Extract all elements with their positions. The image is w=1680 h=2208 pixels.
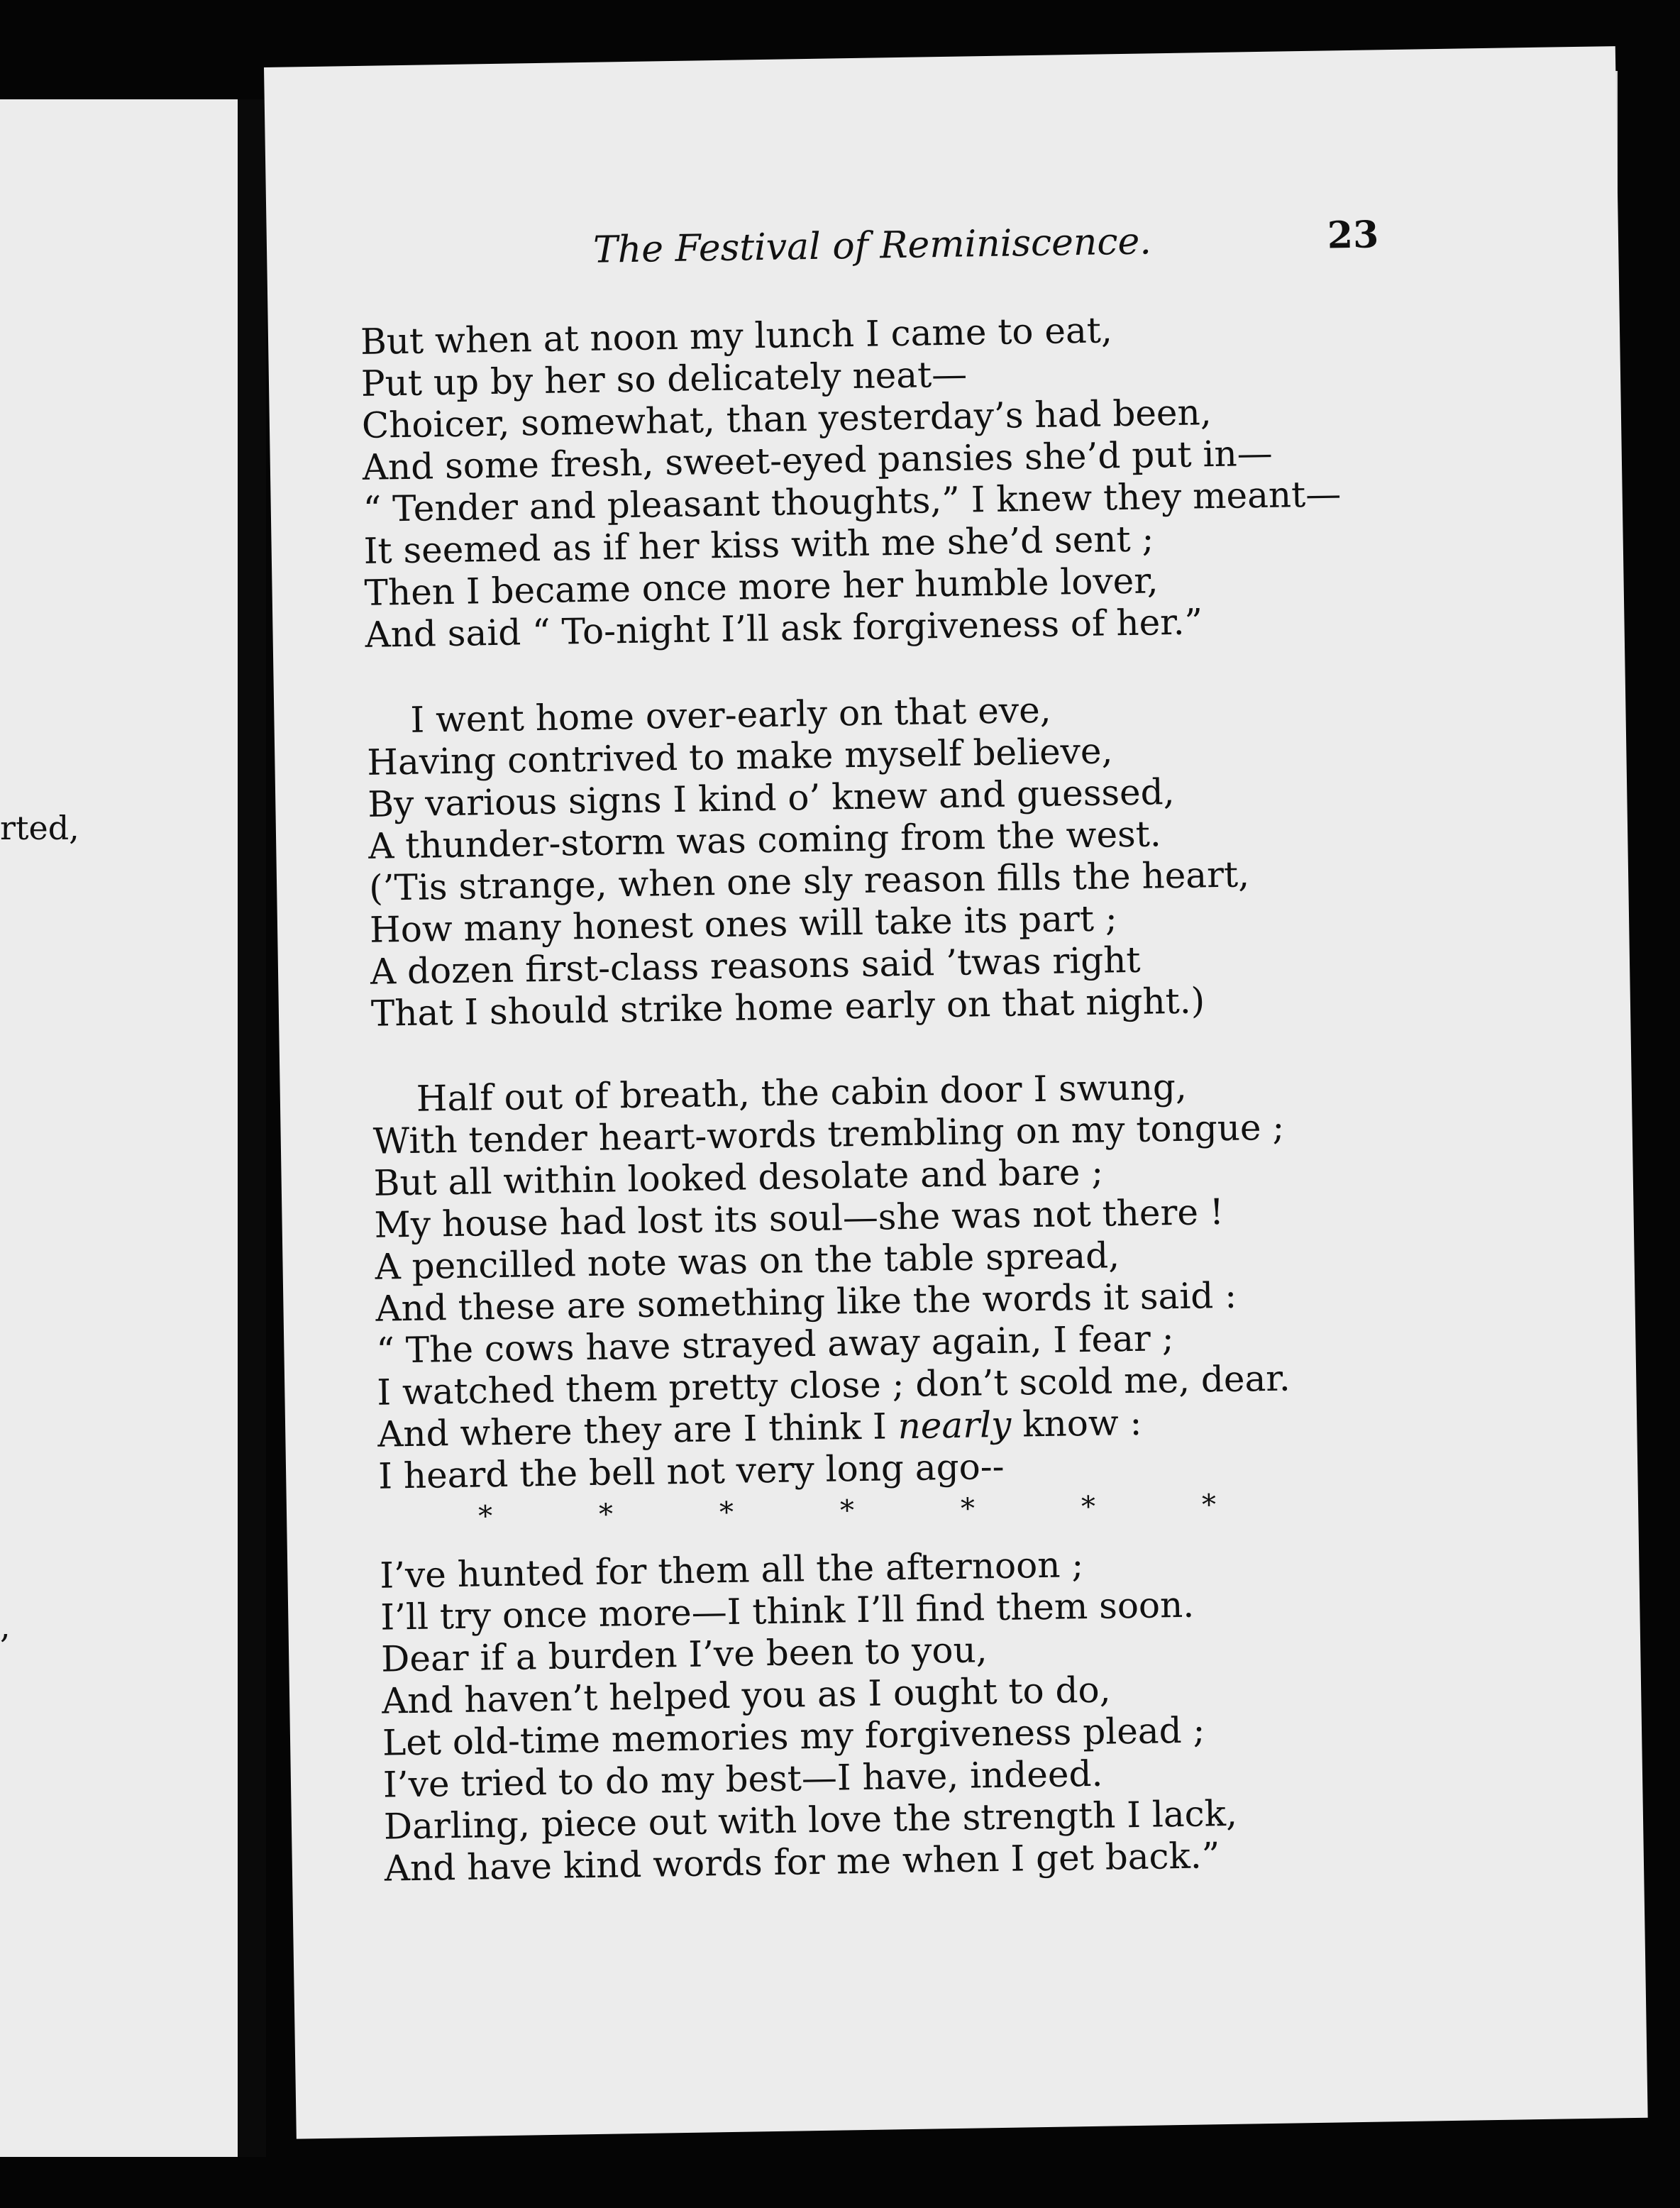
poem-line: Choicer, somewhat, than yesterday’s had been, [361, 392, 1212, 446]
poem-line: But when at noon my lunch I came to eat, [360, 309, 1113, 363]
asterisk: * [960, 1492, 976, 1525]
poem-line-tail: know : [1022, 1401, 1142, 1445]
asterisk: * [839, 1494, 855, 1528]
poem-line: Put up by her so delicately neat— [360, 353, 968, 404]
poem-line: I went home over-early on that eve, [410, 689, 1052, 741]
poem-line: But all within looked desolate and bare ; [373, 1151, 1104, 1204]
poem-line: That I should strike home early on that night.) [370, 980, 1205, 1034]
poem-line: A dozen first-class reasons said ’twas right [370, 939, 1141, 993]
poem-line: It seemed as if her kiss with me she’d sent ; [363, 518, 1154, 572]
asterisk: * [719, 1496, 734, 1530]
running-title: The Festival of Reminiscence. [592, 220, 1152, 272]
stanza [360, 302, 1607, 656]
asterisk: * [1201, 1489, 1217, 1522]
poem-line: I heard the bell not very long ago-- [377, 1445, 1005, 1497]
page-number: 23 [1327, 213, 1379, 258]
facing-page-fragment: rted, [0, 809, 79, 847]
poem-line: (’Tis strange, when one sly reason fills the heart, [368, 854, 1250, 909]
poem-line: A pencilled note was on the table spread, [375, 1235, 1120, 1288]
stanza [372, 1059, 1620, 1539]
poem-line: Let old-time memories my forgiveness plead ; [382, 1709, 1205, 1764]
poem-line: Dear if a burden I’ve been to you, [380, 1629, 988, 1680]
poem-line: My house had lost its soul—she was not there ! [374, 1191, 1225, 1246]
poem-line: And have kind words for me when I get back.” [384, 1835, 1220, 1889]
poem-line: And these are something like the words it said : [375, 1274, 1237, 1330]
poem-line: And said “ To-night I’ll ask forgiveness of her.” [365, 601, 1203, 656]
poem-line-text: And where they are I think I [377, 1406, 888, 1455]
poem-line: I watched them pretty close ; don’t scold me, dear. [376, 1357, 1291, 1413]
poem-line: How many honest ones will take its part ; [369, 898, 1118, 951]
stanza [380, 1535, 1626, 1889]
facing-page-fragment: , [0, 1607, 11, 1645]
poem-line: A thunder-storm was coming from the west. [368, 813, 1162, 867]
poem-line: “ Tender and pleasant thoughts,” I knew they meant— [363, 473, 1342, 530]
italic-word: nearly [897, 1403, 1012, 1447]
asterisk: * [477, 1500, 493, 1533]
poem-line: “ The cows have strayed away again, I fear ; [375, 1318, 1174, 1371]
stanza [366, 680, 1613, 1034]
facing-page-left [0, 99, 238, 2157]
poem-line: And some fresh, sweet-eyed pansies she’d put in— [362, 432, 1273, 488]
poem-line: I’ve hunted for them all the afternoon ; [379, 1544, 1084, 1596]
poem-line: By various signs I kind o’ knew and guessed, [367, 771, 1175, 825]
poem-line: And haven’t helped you as I ought to do, [381, 1669, 1111, 1722]
poem-line: I’ve tried to do my best—I have, indeed. [382, 1752, 1103, 1806]
poem-line: With tender heart-words trembling on my tongue ; [372, 1106, 1285, 1162]
book-gutter [238, 99, 266, 2157]
poem-line: Having contrived to make myself believe, [366, 730, 1113, 783]
poem-body [360, 302, 1627, 1933]
poem-line: Half out of breath, the cabin door I swung, [416, 1066, 1188, 1120]
poem-line: Darling, piece out with love the strength I lack, [383, 1792, 1238, 1848]
asterisk: * [598, 1498, 614, 1531]
poem-line: Then I became once more her humble lover, [364, 560, 1159, 614]
book-page [264, 46, 1648, 2139]
asterisk: * [1081, 1490, 1096, 1524]
poem-line: I’ll try once more—I think I’ll find them soon. [380, 1584, 1195, 1638]
